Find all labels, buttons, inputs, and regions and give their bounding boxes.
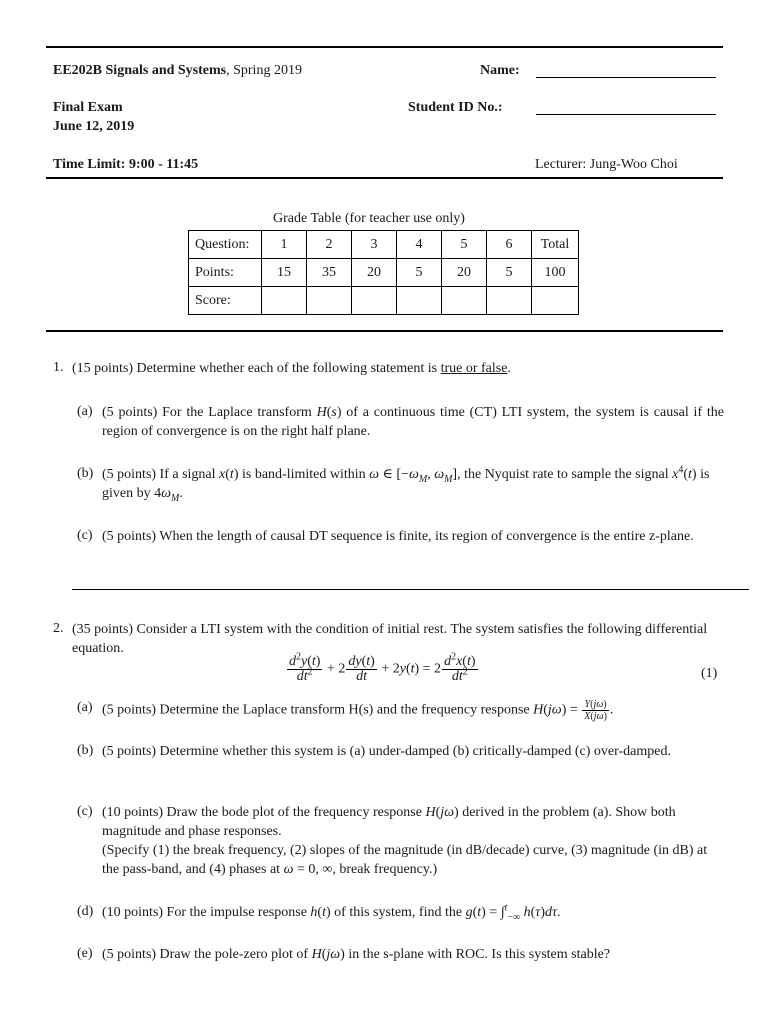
- q1b-text: (5 points) If a signal x(t) is band-limited within ω ∈ [$-\omega_M$, $\omega_M$], the Nyquist rate to sample the signal $x^4(t)$ is given by $4\omega_M$.: [102, 464, 710, 504]
- table-row: [189, 231, 579, 259]
- question-cell: 1: [262, 231, 307, 259]
- points-cell: 15: [262, 259, 307, 287]
- q1a-label: (a): [77, 404, 93, 419]
- grade-table: [188, 230, 579, 315]
- row-label: Question:: [189, 231, 262, 259]
- q2b-text: (5 points) Determine whether this system is (a) under-damped (b) critically-damped (c) over-damped.: [102, 744, 671, 759]
- score-cell[interactable]: [307, 287, 352, 315]
- q2a-text: (5 points) Determine the Laplace transform H(s) and the frequency response H(jω) = $\frac{Y(j\omega)}{X(j\omega)}$ .: [102, 699, 614, 722]
- row-label: Score:: [189, 287, 262, 315]
- exam-title: Final Exam: [53, 100, 123, 115]
- top-rule: [46, 46, 723, 48]
- question-cell: 6: [487, 231, 532, 259]
- table-bottom-rule: [46, 330, 723, 332]
- student-id-field[interactable]: [536, 114, 716, 115]
- q1c-label: (c): [77, 528, 93, 543]
- points-cell: 5: [487, 259, 532, 287]
- table-row: [189, 287, 579, 315]
- score-cell[interactable]: [487, 287, 532, 315]
- equation-number: (1): [701, 666, 718, 681]
- q1-intro: (15 points) Determine whether each of the following statement is true or false.: [72, 361, 511, 376]
- q2c-label: (c): [77, 804, 93, 819]
- differential-equation: $\frac{d^2y(t)}{dt^2}$ + 2 $\frac{dy(t)}{dt}$ + 2y(t) = 2 $\frac{d^2x(t)}{dt^2}$: [289, 651, 476, 684]
- q1-divider: [72, 589, 749, 590]
- points-cell: 20: [352, 259, 397, 287]
- q2e-label: (e): [77, 946, 93, 961]
- q1a-text: (5 points) For the Laplace transform H(s) of a continuous time (CT) LTI system, the system is causal if the region of convergence is on the right half plane.: [102, 405, 725, 439]
- question-cell: Total: [532, 231, 579, 259]
- lecturer: Lecturer: Jung-Woo Choi: [535, 157, 678, 172]
- score-cell[interactable]: [397, 287, 442, 315]
- q2a-label: (a): [77, 700, 93, 715]
- header-bottom-rule: [46, 177, 723, 179]
- q2c-text: (10 points) Draw the bode plot of the frequency response H(jω) derived in the problem (a). Show both magnitude and phase responses. (Specify (1) the break frequency, (2) slopes of the magnitude (in dB/decade) curve, (3) magnitude (in dB) at the pass-band, and (4) phases at ω = 0, ∞, break frequency.): [102, 805, 708, 877]
- q2-intro: (35 points) Consider a LTI system with the condition of initial rest. The system satisfies the following differential equation.: [72, 622, 708, 656]
- points-cell: 20: [442, 259, 487, 287]
- q1c-text: (5 points) When the length of causal DT sequence is finite, its region of convergence is the entire z-plane.: [102, 529, 694, 544]
- q1-number: 1.: [53, 360, 64, 375]
- q2d-label: (d): [77, 904, 94, 919]
- question-cell: 3: [352, 231, 397, 259]
- table-row: [189, 259, 579, 287]
- name-label: Name:: [480, 63, 520, 78]
- q2-number: 2.: [53, 621, 64, 636]
- q2d-text: (10 points) For the impulse response h(t) of this system, find the g(t) = ∫$^t_{-\infty}$ h(τ)dτ.: [102, 902, 561, 923]
- question-cell: 5: [442, 231, 487, 259]
- q2e-text: (5 points) Draw the pole-zero plot of H(jω) in the s-plane with ROC. Is this system stable?: [102, 947, 611, 962]
- q2b-label: (b): [77, 743, 94, 758]
- score-cell[interactable]: [442, 287, 487, 315]
- question-cell: 4: [397, 231, 442, 259]
- q1b-label: (b): [77, 466, 94, 481]
- course-title: EE202B Signals and Systems, Spring 2019: [53, 63, 302, 78]
- points-cell: 5: [397, 259, 442, 287]
- score-cell[interactable]: [262, 287, 307, 315]
- row-label: Points:: [189, 259, 262, 287]
- time-limit: Time Limit: 9:00 - 11:45: [53, 157, 199, 172]
- student-id-label: Student ID No.:: [408, 100, 503, 115]
- grade-table-caption: Grade Table (for teacher use only): [273, 211, 465, 226]
- score-cell[interactable]: [532, 287, 579, 315]
- question-cell: 2: [307, 231, 352, 259]
- name-field[interactable]: [536, 77, 716, 78]
- points-cell: 35: [307, 259, 352, 287]
- exam-date: June 12, 2019: [53, 119, 135, 134]
- points-cell: 100: [532, 259, 579, 287]
- score-cell[interactable]: [352, 287, 397, 315]
